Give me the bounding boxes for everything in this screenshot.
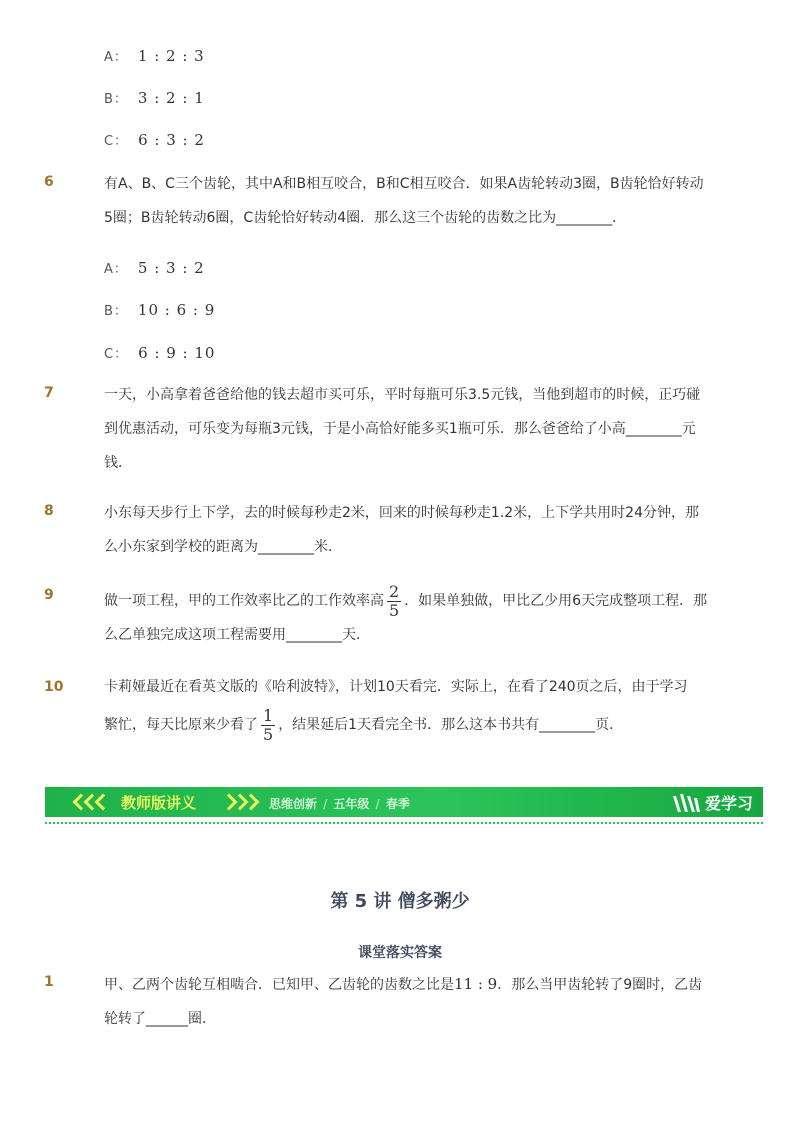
banner-subtitle [269,795,410,812]
option-label: A： [104,262,128,277]
page-header-banner [45,787,763,817]
question-line: 轮转了______圈． [104,1011,216,1027]
text-segment: 繁忙，每天比原来少看了 [104,717,258,733]
chevron-left-icon [75,787,108,817]
ratio-value: 11 : 9 [454,975,498,993]
option-value: 10 : 6 : 9 [137,301,216,319]
question-line: 小东每天步行上下学，去的时候每秒走2米，回来的时候每秒走1.2米，上下学共用时24分钟，那 [104,505,699,521]
banner-grade: 五年级 [333,797,370,811]
separator: / [375,797,380,811]
question-line: 到优惠活动，可乐变为每瓶3元钱，于是小高恰好能多买1瓶可乐．那么爸爸给了小高________元 [104,421,696,437]
question-line: 钱． [104,455,132,471]
text-segment: 甲、乙两个齿轮互相啮合．已知甲、乙齿轮的齿数之比是 [104,977,454,993]
question-line [104,580,724,622]
question-line: 有A、B、C三个齿轮，其中A和B相互咬合，B和C相互咬合．如果A齿轮转动3圈，B齿轮恰好转动 [104,176,704,192]
banner-season: 春季 [385,797,410,811]
question-line [104,967,724,1002]
question-line: 么乙单独完成这项工程需要用________天． [104,627,370,643]
option-label: B： [104,92,128,107]
option-label: B： [104,304,128,319]
text-segment: ．那么当甲齿轮转了9圈时，乙齿 [497,977,703,993]
q6-option-b [104,300,215,319]
answer-1-text [104,967,724,1036]
question-number-6: 6 [44,174,54,190]
question-9-text [104,580,724,648]
question-number-8: 8 [44,503,54,519]
question-10-text [104,672,724,748]
q6-option-c [104,343,215,362]
banner-subject: 思维创新 [269,797,318,811]
lecture-title: 第 5 讲 僧多粥少 [330,891,470,912]
dotted-divider [45,822,763,824]
option-value: 6 : 9 : 10 [138,344,216,362]
option-label: C： [104,347,129,362]
fraction [387,583,401,620]
option-value: 3 : 2 : 1 [137,89,205,107]
option-label: A： [104,50,128,65]
question-number-10: 10 [44,679,64,695]
question-line [104,702,724,748]
q5-option-a [104,46,205,65]
banner-title: 教师版讲义 [121,794,197,812]
fraction [261,707,275,744]
question-line: 卡莉娅最近在看英文版的《哈利波特》，计划10天看完．实际上，在看了240页之后，由于学习 [104,679,688,695]
q6-option-a [104,258,205,277]
q5-option-c [104,130,205,149]
option-value: 5 : 3 : 2 [137,259,205,277]
separator: / [323,797,328,811]
text-segment: ，结果延后1天看完全书．那么这本书共有________页． [278,717,624,733]
chevron-right-icon [223,787,256,817]
question-line: 一天，小高拿着爸爸给他的钱去超市买可乐，平时每瓶可乐3.5元钱，当他到超市的时候，正巧碰 [104,387,701,403]
question-line: 么小东家到学校的距离为________米． [104,539,342,555]
option-label: C： [104,134,129,149]
fraction-numerator: 2 [389,581,400,601]
question-8-text [104,496,724,564]
question-number-7: 7 [44,385,54,401]
question-line: 5圈；B齿轮转动6圈，C齿轮恰好转动4圈．那么这三个齿轮的齿数之比为________． [104,210,627,226]
option-value: 6 : 3 : 2 [138,131,205,149]
section-title: 课堂落实答案 [358,945,442,961]
brand-logo-text: 爱学习 [704,794,753,813]
question-number-9: 9 [44,587,54,603]
question-7-text [104,378,724,480]
fraction-numerator: 1 [263,705,274,725]
answer-number-1: 1 [44,974,54,990]
fraction-denominator: 5 [263,724,274,744]
brand-mark-icon [671,792,701,814]
q5-option-b [104,88,205,107]
question-6-text [104,167,724,235]
text-segment: 做一项工程，甲的工作效率比乙的工作效率高 [104,593,384,609]
brand-logo [671,791,753,814]
option-value: 1 : 2 : 3 [137,47,205,65]
fraction-denominator: 5 [389,600,400,620]
text-segment: ．如果单独做，甲比乙少用6天完成整项工程．那 [404,593,708,609]
